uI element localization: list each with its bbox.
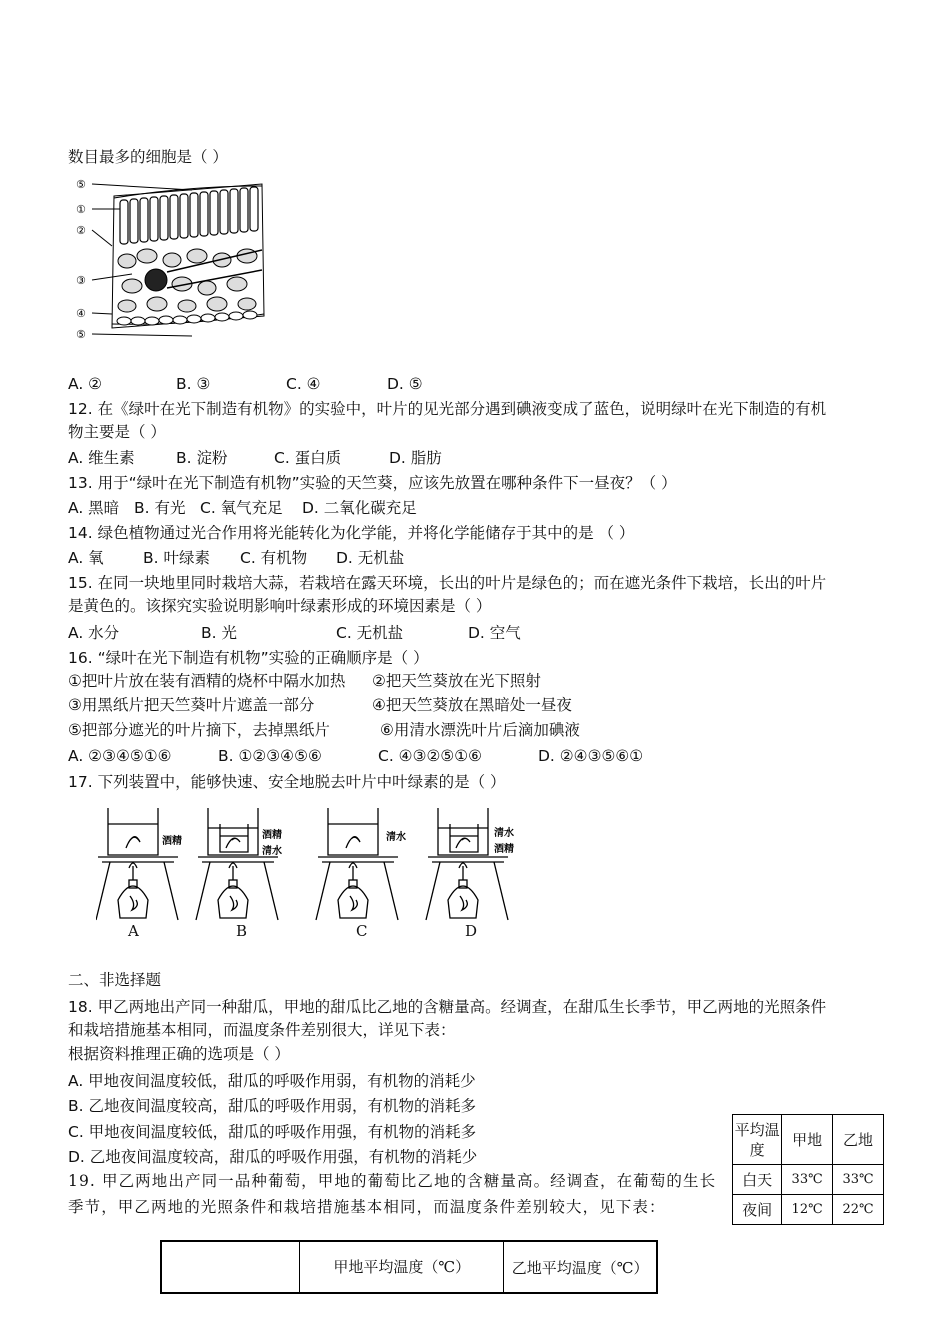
q12-stem-line2: 物主要是（ ） (68, 423, 166, 441)
q11-stem: 数目最多的细胞是（ ） (68, 148, 228, 166)
q18-table-head-0: 平均温度 (733, 1115, 782, 1165)
q15-option-d[interactable]: D. 空气 (468, 624, 521, 642)
q12-stem-line1: 12. 在《绿叶在光下制造有机物》的实验中，叶片的见光部分遇到碘液变成了蓝色，说明绿叶在光下制造的有机 (68, 400, 827, 418)
q18-stem-line3: 根据资料推理正确的选项是（ ） (68, 1045, 290, 1063)
q18-table-row1-label: 白天 (733, 1165, 782, 1195)
section-heading: 二、非选择题 (68, 971, 162, 989)
q14-option-d[interactable]: D. 无机盐 (336, 549, 405, 567)
apparatus-c-label-1: 清水 (386, 832, 406, 843)
q13-option-c[interactable]: C. 氧气充足 (200, 499, 283, 517)
q11-option-a[interactable]: A. ② (68, 375, 103, 393)
leaf-label-5-bottom: ⑤ (76, 328, 86, 341)
q19-temperature-table (160, 1240, 658, 1294)
apparatus-d (426, 808, 508, 920)
q18-temperature-table (732, 1114, 884, 1225)
apparatus-b-label-2: 清水 (262, 846, 282, 857)
apparatus-b-label-1: 酒精 (262, 830, 282, 841)
q11-option-c[interactable]: C. ④ (286, 375, 321, 393)
q12-option-b[interactable]: B. 淀粉 (176, 449, 228, 467)
q16-step-3: ③用黑纸片把天竺葵叶片遮盖一部分 (68, 696, 315, 714)
q18-option-a[interactable]: A. 甲地夜间温度较低，甜瓜的呼吸作用弱，有机物的消耗少 (68, 1072, 476, 1090)
q13-option-d[interactable]: D. 二氧化碳充足 (302, 499, 417, 517)
q17-stem: 17. 下列装置中，能够快速、安全地脱去叶片中叶绿素的是（ ） (68, 773, 506, 791)
leaf-label-5-top: ⑤ (76, 178, 86, 191)
q16-option-d[interactable]: D. ②④③⑤⑥① (538, 747, 644, 765)
q11-option-d[interactable]: D. ⑤ (387, 375, 423, 393)
leaf-label-4: ④ (76, 307, 86, 320)
q16-step-4: ④把天竺葵放在黑暗处一昼夜 (372, 696, 572, 714)
q14-option-b[interactable]: B. 叶绿素 (143, 549, 210, 567)
q14-option-a[interactable]: A. 氧 (68, 549, 104, 567)
q16-option-a[interactable]: A. ②③④⑤①⑥ (68, 747, 172, 765)
apparatus-c (316, 808, 398, 920)
q16-stem: 16. “绿叶在光下制造有机物”实验的正确顺序是（ ） (68, 649, 429, 667)
apparatus-a (96, 808, 178, 920)
q15-option-a[interactable]: A. 水分 (68, 624, 120, 642)
apparatus-d-label-1: 清水 (494, 828, 514, 839)
q16-step-5: ⑤把部分遮光的叶片摘下，去掉黑纸片 (68, 721, 330, 739)
q19-table-head-2: 乙地平均温度（℃） (504, 1241, 657, 1293)
q18-table-head-1: 甲地 (782, 1115, 833, 1165)
q16-option-c[interactable]: C. ④③②⑤①⑥ (378, 747, 483, 765)
q18-table-head-2: 乙地 (833, 1115, 884, 1165)
q19-table-head-1: 甲地平均温度（℃） (300, 1241, 504, 1293)
q13-option-a[interactable]: A. 黑暗 (68, 499, 120, 517)
leaf-label-1: ① (76, 203, 86, 216)
q15-option-c[interactable]: C. 无机盐 (336, 624, 404, 642)
q19-stem-line2: 季节，甲乙两地的光照条件和栽培措施基本相同，而温度条件差别较大，见下表： (68, 1198, 666, 1216)
q13-stem: 13. 用于“绿叶在光下制造有机物”实验的天竺葵，应该先放置在哪种条件下一昼夜？（ ） (68, 474, 677, 492)
leaf-label-3: ③ (76, 274, 86, 287)
q18-stem-line1: 18. 甲乙两地出产同一种甜瓜，甲地的甜瓜比乙地的含糖量高。经调查，在甜瓜生长季节，甲乙两地的光照条件 (68, 998, 827, 1016)
q12-option-d[interactable]: D. 脂肪 (389, 449, 442, 467)
q18-table-row1-yi: 33℃ (833, 1165, 884, 1195)
apparatus-a-letter[interactable]: A (128, 922, 139, 940)
q13-option-b[interactable]: B. 有光 (134, 499, 186, 517)
apparatus-b (196, 808, 278, 920)
q12-option-c[interactable]: C. 蛋白质 (274, 449, 342, 467)
vein-bundle (145, 269, 167, 291)
q18-option-d[interactable]: D. 乙地夜间温度较高，甜瓜的呼吸作用强，有机物的消耗少 (68, 1148, 478, 1166)
q16-step-2: ②把天竺葵放在光下照射 (372, 672, 541, 690)
apparatus-d-letter[interactable]: D (465, 922, 478, 940)
q19-table-head-0 (161, 1241, 300, 1293)
q19-stem-line1: 19. 甲乙两地出产同一品种葡萄，甲地的葡萄比乙地的含糖量高。经调查，在葡萄的生长 (68, 1172, 717, 1190)
q11-option-b[interactable]: B. ③ (176, 375, 211, 393)
alcohol-lamp-apparatus-figure (96, 800, 536, 925)
leaf-cross-section-figure (72, 176, 272, 348)
apparatus-a-label-1: 酒精 (162, 836, 182, 847)
q16-step-1: ①把叶片放在装有酒精的烧杯中隔水加热 (68, 672, 346, 690)
q18-table-row2-label: 夜间 (733, 1195, 782, 1225)
q15-stem-line1: 15. 在同一块地里同时栽培大蒜，若栽培在露天环境，长出的叶片是绿色的；而在遮光条件下栽培，长出的叶片 (68, 574, 827, 592)
q14-option-c[interactable]: C. 有机物 (240, 549, 308, 567)
q18-table-row2-yi: 22℃ (833, 1195, 884, 1225)
q18-table-row1-jia: 33℃ (782, 1165, 833, 1195)
q16-step-6: ⑥用清水漂洗叶片后滴加碘液 (380, 721, 580, 739)
q15-stem-line2: 是黄色的。该探究实验说明影响叶绿素形成的环境因素是（ ） (68, 597, 492, 615)
apparatus-c-letter[interactable]: C (356, 922, 368, 940)
q16-option-b[interactable]: B. ①②③④⑤⑥ (218, 747, 322, 765)
q18-stem-line2: 和栽培措施基本相同，而温度条件差别很大，详见下表： (68, 1021, 456, 1039)
q14-stem: 14. 绿色植物通过光合作用将光能转化为化学能，并将化学能储存于其中的是 （ ） (68, 524, 635, 542)
q18-table-row2-jia: 12℃ (782, 1195, 833, 1225)
q15-option-b[interactable]: B. 光 (201, 624, 237, 642)
q12-option-a[interactable]: A. 维生素 (68, 449, 135, 467)
leaf-label-2: ② (76, 224, 86, 237)
q18-option-b[interactable]: B. 乙地夜间温度较高，甜瓜的呼吸作用弱，有机物的消耗多 (68, 1097, 476, 1115)
apparatus-b-letter[interactable]: B (236, 922, 248, 940)
q18-option-c[interactable]: C. 甲地夜间温度较低，甜瓜的呼吸作用强，有机物的消耗多 (68, 1123, 477, 1141)
apparatus-d-label-2: 酒精 (494, 844, 514, 855)
